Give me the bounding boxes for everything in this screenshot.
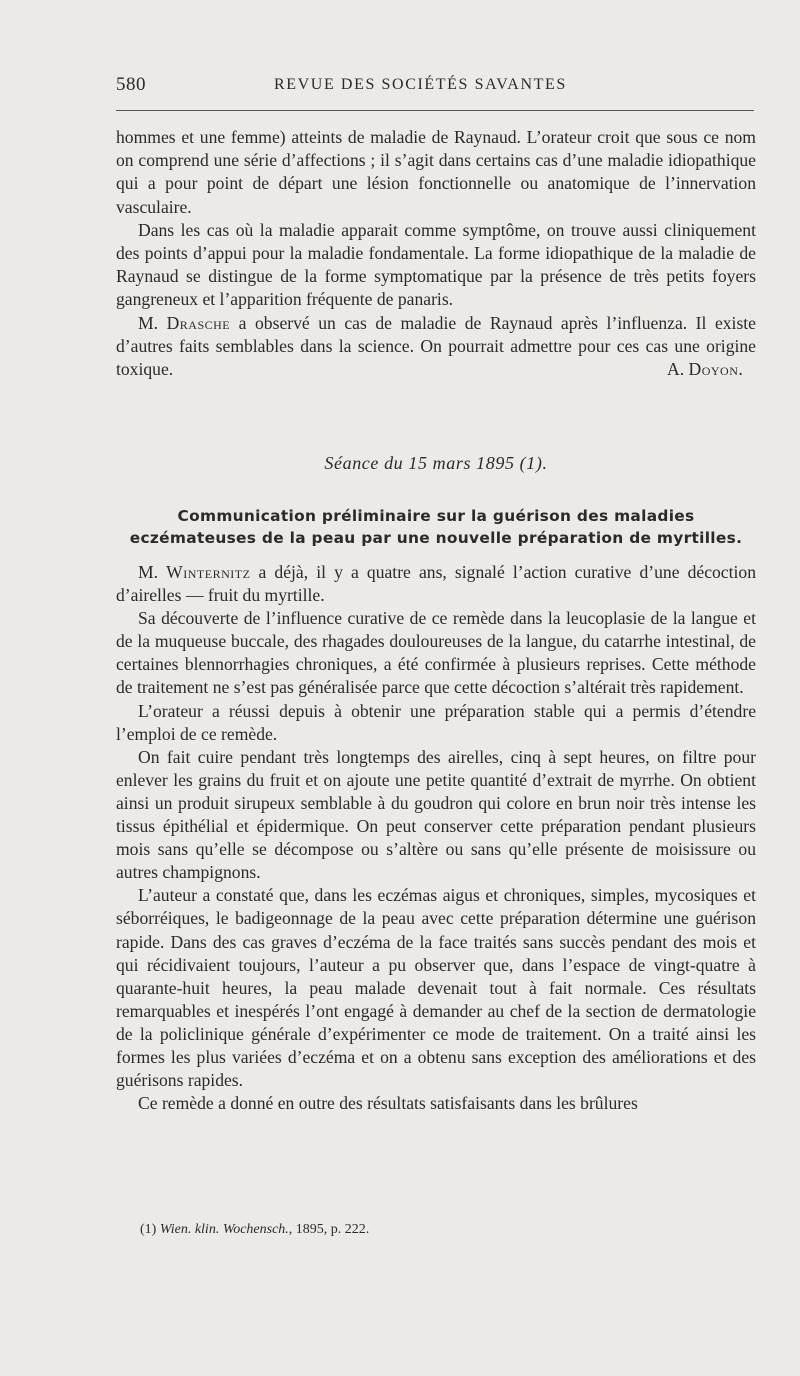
footnote-journal: Wien. klin. Wochensch. <box>159 1222 289 1237</box>
paragraph: Dans les cas où la maladie apparait comme symptôme, on trouve aussi cliniquement des points d’appui pour la maladie fondamentale. La forme idiopathique de la maladie de Raynaud se distingue de la forme symptomatique par la présence de très petits foyers gangreneux et l’apparition fréquente de panaris. <box>116 219 756 310</box>
speaker-prefix: M. <box>138 562 167 582</box>
paragraph <box>116 561 756 607</box>
paragraph-text: a déjà, il y a quatre ans, signalé l’action curative d’une décoction d’airelles — fruit du myrtille. <box>116 562 756 606</box>
speaker-name: Drasche <box>166 312 231 333</box>
article-title: Communication préliminaire sur la guérison des maladies eczémateuses de la peau par une nouvelle préparation de myrtilles. <box>129 507 743 547</box>
paragraph: Ce remède a donné en outre des résultats satisfaisants dans les brûlures <box>138 1093 638 1114</box>
footnote-reference: , 1895, p. 222. <box>288 1222 370 1237</box>
speaker-name: Winternitz <box>166 562 251 582</box>
paragraph: On fait cuire pendant très longtemps des airelles, cinq à sept heures, on filtre pour enlever les grains du fruit et on ajoute une petite quantité d’extrait de myrrhe. On obtient ainsi un produit sirupeux semblable à du goudron qui colore en brun noir très intense les tissus épithélial et épidermique. On peut conserver cette préparation pendant plusieurs mois sans qu’elle se décompose ou s’altère ou sans qu’elle présente de moisissure ou autres champignons. <box>116 746 756 883</box>
paragraph: hommes et une femme) atteints de maladie de Raynaud. L’orateur croit que sous ce nom on comprend une série d’affections ; il s’agit dans certains cas d’une maladie idiopathique qui a pour point de départ une lésion fonctionnelle ou anatomique de l’innervation vasculaire. <box>116 127 756 217</box>
signature <box>116 358 756 381</box>
journal-title: REVUE DES SOCIÉTÉS SAVANTES <box>274 76 567 93</box>
paragraph-text: a observé un cas de maladie de Raynaud après l’influenza. Il existe d’autres faits semblables dans la science. On pourrait admettre pour ces cas une origine toxique. <box>116 312 756 380</box>
signature-initial: A. <box>667 359 689 380</box>
header-rule <box>116 110 754 111</box>
footnote-marker: (1) <box>140 1222 160 1237</box>
speaker-prefix: M. <box>138 312 167 333</box>
article-body <box>116 561 756 1115</box>
paragraph: Sa découverte de l’influence curative de ce remède dans la leucoplasie de la langue et de la muqueuse buccale, des rhagades douloureuses de la langue, du catarrhe intestinal, de certaines blennorrhagies chroniques, a été confirmée à plusieurs reprises. Cette méthode de traitement ne s’est pas généralisée parce que cette décoction s’altérait très rapidement. <box>116 608 756 698</box>
signature-name: Doyon <box>688 359 739 380</box>
session-heading: Séance du 15 mars 1895 (1). <box>324 453 548 473</box>
signature-end: . <box>738 359 743 380</box>
continued-report <box>116 126 756 381</box>
paragraph: L’orateur a réussi depuis à obtenir une préparation stable qui a permis d’étendre l’emploi de ce remède. <box>116 700 756 744</box>
running-head <box>116 74 756 98</box>
footnote <box>140 1222 369 1238</box>
page-number: 580 <box>116 74 146 95</box>
paragraph: L’auteur a constaté que, dans les eczémas aigus et chroniques, simples, mycosiques et séborréiques, le badigeonnage de la peau avec cette préparation détermine une guérison rapide. Dans des cas graves d’eczéma de la face traités sans succès pendant des mois et qui récidivaient toujours, l’auteur a pu observer que, dans l’espace de vingt-quatre à quarante-huit heures, la peau malade devenait tout à fait normale. Ces résultats remarquables et inespérés l’ont engagé à demander au chef de la section de dermatologie de la policlinique générale d’expérimenter ce mode de traitement. On a traité ainsi les formes les plus variées d’eczéma et on a obtenu sans exception des améliorations et des guérisons rapides. <box>116 885 756 1091</box>
